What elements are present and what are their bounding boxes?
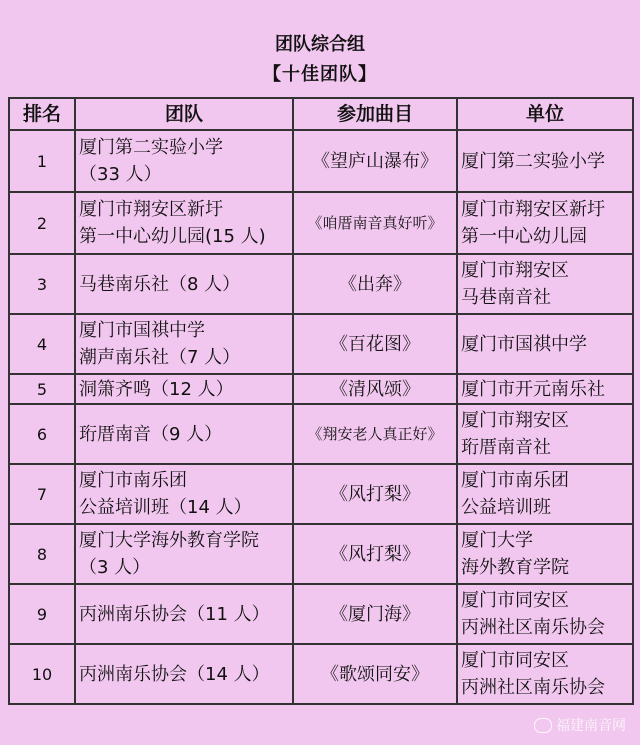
unit-cell [457,130,633,192]
unit-line: 厦门市南乐团 [461,470,569,491]
team-cell [75,192,293,254]
team-line: 洞箫齐鸣（12 人） [79,378,234,400]
unit-cell [457,644,633,704]
header-team: 团队 [75,98,293,130]
piece-cell: 《风打梨》 [293,464,457,524]
team-line: 厦门大学海外教育学院 [79,530,259,551]
team-line: （3 人） [79,557,151,578]
rank-cell: 3 [9,254,75,314]
piece-cell: 《咱厝南音真好听》 [293,192,457,254]
unit-line: 丙洲社区南乐协会 [461,677,605,698]
results-table [8,97,634,705]
unit-cell [457,192,633,254]
team-cell [75,644,293,704]
team-cell [75,404,293,464]
table-row [9,464,633,524]
rank-cell: 2 [9,192,75,254]
watermark [534,715,626,735]
table-row [9,374,633,404]
watermark-text: 福建南音网 [556,718,626,734]
rank-cell: 7 [9,464,75,524]
rank-cell: 4 [9,314,75,374]
unit-line: 第一中心幼儿园 [461,226,587,247]
team-cell [75,314,293,374]
rank-cell: 5 [9,374,75,404]
unit-line: 珩厝南音社 [461,437,551,458]
table-row [9,644,633,704]
table-row [9,314,633,374]
piece-cell: 《清风颂》 [293,374,457,404]
unit-cell [457,374,633,404]
unit-cell [457,404,633,464]
team-cell [75,464,293,524]
team-line: 马巷南乐社（8 人） [79,273,241,295]
table-row [9,524,633,584]
piece-cell: 《厦门海》 [293,584,457,644]
team-line: 丙洲南乐协会（11 人） [79,603,270,625]
unit-cell [457,464,633,524]
rank-cell: 9 [9,584,75,644]
team-line: 厦门市国祺中学 [79,320,205,341]
team-cell [75,130,293,192]
unit-line: 厦门市同安区 [461,650,569,671]
team-line: 厦门市翔安区新圩 [79,199,223,220]
unit-cell [457,584,633,644]
piece-cell: 《风打梨》 [293,524,457,584]
unit-line: 厦门第二实验小学 [461,150,605,172]
team-cell [75,584,293,644]
unit-line: 厦门市同安区 [461,590,569,611]
rank-cell: 8 [9,524,75,584]
table-header-row [9,98,633,130]
team-line: 厦门第二实验小学 [79,137,223,158]
header-unit: 单位 [457,98,633,130]
rank-cell: 6 [9,404,75,464]
team-cell [75,254,293,314]
piece-cell: 《百花图》 [293,314,457,374]
unit-line: 公益培训班 [461,497,551,518]
piece-cell: 《望庐山瀑布》 [293,130,457,192]
unit-line: 厦门市翔安区 [461,260,569,281]
unit-line: 厦门市开元南乐社 [461,378,605,400]
team-line: 厦门市南乐团 [79,470,187,491]
team-cell [75,374,293,404]
team-line: 珩厝南音（9 人） [79,423,223,445]
unit-cell [457,314,633,374]
piece-cell: 《出奔》 [293,254,457,314]
team-line: 公益培训班（14 人） [79,497,252,518]
unit-line: 丙洲社区南乐协会 [461,617,605,638]
page-subtitle: 【十佳团队】 [263,64,377,85]
piece-cell: 《翔安老人真正好》 [293,404,457,464]
unit-cell [457,254,633,314]
unit-line: 厦门大学 [461,530,533,551]
unit-line: 厦门市国祺中学 [461,333,587,355]
table-row [9,584,633,644]
table-row [9,192,633,254]
rank-cell: 10 [9,644,75,704]
unit-line: 海外教育学院 [461,557,569,578]
header-rank: 排名 [9,98,75,130]
table-row [9,404,633,464]
rank-cell: 1 [9,130,75,192]
team-line: 潮声南乐社（7 人） [79,347,241,368]
piece-cell: 《歌颂同安》 [293,644,457,704]
unit-cell [457,524,633,584]
header-piece: 参加曲目 [293,98,457,130]
unit-line: 马巷南音社 [461,287,551,308]
unit-line: 厦门市翔安区新圩 [461,199,605,220]
team-line: （33 人） [79,164,162,185]
team-line: 丙洲南乐协会（14 人） [79,663,270,685]
page-title: 团队综合组 [275,34,365,55]
table-row [9,254,633,314]
table-row [9,130,633,192]
team-cell [75,524,293,584]
team-line: 第一中心幼儿园(15 人) [79,226,266,247]
wechat-icon [534,718,552,733]
unit-line: 厦门市翔安区 [461,410,569,431]
